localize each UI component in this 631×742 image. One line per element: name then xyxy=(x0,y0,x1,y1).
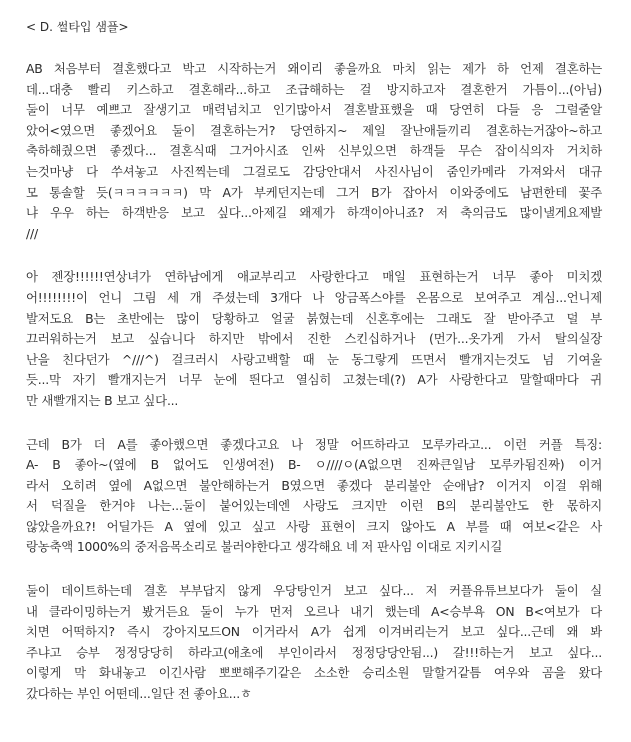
text-line: 발저도요 B는 초반에는 많이 당황하고 얼굴 붉혔는데 신혼후에는 그래도 잘 받아주고 덜 부 xyxy=(26,310,602,326)
paragraph xyxy=(26,59,602,244)
paragraph xyxy=(26,581,602,705)
text-line: 갔다하는 부인 어떤데...일단 전 좋아요...ㅎ xyxy=(26,686,252,702)
paragraph xyxy=(26,435,602,559)
text-line: 데...대충 빨리 키스하고 결혼해라...하고 조급해하는 걸 방지하고자 결혼한거 가틈이...(아님) xyxy=(26,81,602,97)
text-line: 내 클라이밍하는거 봤거든요 둘이 누가 먼저 오르나 내기 했는데 A<승부욕 ON B<여보가 다 xyxy=(26,603,602,619)
text-line: 둘이 데이트하는데 결혼 부부답지 않게 우당탕인거 보고 싶다... 저 커플유튜브보다가 둘이 실 xyxy=(26,583,602,599)
text-line: 았어<였으면 좋겠어요 둘이 결혼하는거? 당연하지~ 제일 잘난애들끼리 결혼하는거잖아~하고 xyxy=(26,122,602,138)
text-line: 끄러워하는거 보고 싶습니다 하지만 밖에서 진한 스킨십하거나 (먼가...옷가게 가서 탈의실장 xyxy=(26,331,602,347)
text-line: 난을 친다던가 ^///^) 걸크러시 사랑고백할 때 눈 동그랗게 뜨면서 빨개지는것도 넘 기여울 xyxy=(26,351,602,367)
text-line: 는것마냥 다 쑤셔놓고 사진찍는데 그걸로도 감당안대서 사진사님이 줌인카메라 가져와서 대규 xyxy=(26,163,602,179)
text-line: AB 처음부터 결혼했다고 박고 시작하는거 왜이리 좋을까요 마치 읽는 제가 하 언제 결혼하는 xyxy=(26,61,602,76)
text-line: 라서 오히려 옆에 A없으면 불안해하는거 B였으면 좋겠다 분리불안 순애남? 이거지 이걸 위해 xyxy=(26,477,602,493)
text-line: 않았을까요?! 어딜가든 A 옆에 있고 싶고 사랑 표현이 크지 않아도 A 부를 때 여보<같은 사 xyxy=(26,518,602,534)
text-line: 치면 어떡하지? 즉시 강아지모드ON 이거라서 A가 쉽게 이겨버리는거 보고 싶다...근데 왜 봐 xyxy=(26,624,602,640)
text-line: 축하해줬으면 좋겠다... 결혼식때 그거아시죠 인싸 신부있으면 하객들 무슨 잡이식의자 거치하 xyxy=(26,143,602,159)
text-line: /// xyxy=(26,225,38,241)
text-line: 아 젠장!!!!!!연상녀가 연하남에게 애교부리고 사랑한다고 매일 표현하는거 너무 좋아 미치겠 xyxy=(26,269,602,285)
document-page xyxy=(26,17,602,728)
text-line: A- B 좋아~(옆에 B 없어도 인생여전) B- ㅇ////ㅇ(A없으면 진짜큰일남 모루카됨진짜) 이거 xyxy=(26,457,602,473)
document-title: < D. 썰타입 샘플> xyxy=(26,20,129,34)
text-line: 랑농축액 1000%의 중저음목소리로 불러야한다고 생각해요 네 저 판사임 이대로 지키시길 xyxy=(26,539,503,555)
text-line: 주냐고 승부 정정당당히 하라고(애초에 부인이라서 정정당당안됨...) 갈!!!하는거 보고 싶다... xyxy=(26,644,602,660)
text-line: 이렇게 막 화내놓고 이긴사람 뽀뽀해주기같은 소소한 승리소원 말할거같틈 여우와 곰을 왔다 xyxy=(26,665,602,681)
document-body xyxy=(26,59,602,705)
text-line: 모 통솔할 듯(ㅋㅋㅋㅋㅋㅋ) 막 A가 부케던지는데 그거 B가 잡아서 이와중에도 남편한테 꽃주 xyxy=(26,184,602,200)
text-line: 근데 B가 더 A를 좋아했으면 좋겠다고요 나 정말 어뜨하라고 모루카라고... 이런 커플 특징: xyxy=(26,436,602,452)
text-line: 어!!!!!!!!이 언니 그림 세 개 주셨는데 3개다 나 앙금폭스야를 온몸으로 보여주고 계심...언니제 xyxy=(26,289,602,305)
paragraph xyxy=(26,267,602,411)
text-line: 만 새빨개지는 B 보고 싶다... xyxy=(26,392,179,408)
text-line: 둘이 너무 예쁘고 잘생기고 매력넘치고 인기많아서 결혼발표했을 때 당연히 다들 응 그럴줄알 xyxy=(26,102,602,118)
text-line: 듯...막 자기 빨개지는거 너무 눈에 띈다고 열심히 고쳤는데(?) A가 사랑한다고 말할때마다 귀 xyxy=(26,372,602,388)
text-line: 냐 우우 하는 하객반응 보고 싶다...아제길 왜제가 하객이아니죠? 저 축의금도 많이낼게요제발 xyxy=(26,205,602,221)
text-line: 서 덕질을 한거야 나는...둘이 붙어있는데엔 사랑도 크지만 이런 B의 분리불안도 한 몫하지 xyxy=(26,498,602,514)
